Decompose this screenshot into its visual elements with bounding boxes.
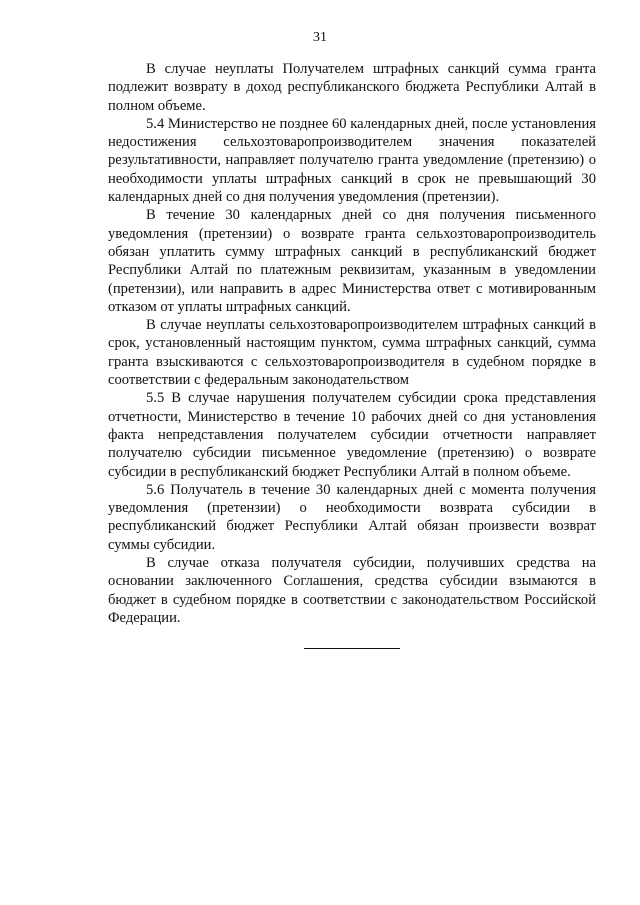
paragraph-penalty-nonpayment: В случае неуплаты Получателем штрафных санкций сумма гранта подлежит возврату в доход республиканского бюджета Республики Алтай в полном объеме.: [108, 61, 596, 114]
paragraph-5-6: 5.6 Получатель в течение 30 календарных дней с момента получения уведомления (претензии) о необходимости возврата субсидии в республиканский бюджет Республики Алтай обязан произвести возврат суммы субсидии.: [108, 481, 596, 553]
paragraph-5-4: 5.4 Министерство не позднее 60 календарных дней, после установления недостижения сельхозтоваропроизводителем значения показателей результативности, направляет получателю гранта уведомление (претензию) о необходимости уплаты штрафных санкций в срок не превышающий 30 календарных дней со дня получения уведомления (претензии).: [108, 115, 596, 206]
paragraph-5-5: 5.5 В случае нарушения получателем субсидии срока представления отчетности, Министерство в течение 10 рабочих дней со дня установления факта непредставления получателем субсидии отчетности направляет получателю субсидии письменное уведомление (претензию) о возврате субсидии в республиканский бюджет Республики Алтай в полном объеме.: [108, 390, 596, 480]
paragraph-judicial-recovery: В случае неуплаты сельхозтоваропроизводителем штрафных санкций в срок, установленный настоящим пунктом, сумма штрафных санкций, сумма гранта взыскиваются с сельхозтоваропроизводителя в судебном порядке в соответствии с федеральным законодательством: [108, 317, 596, 389]
page-number: 31: [313, 30, 327, 45]
paragraph-payment-deadline: В течение 30 календарных дней со дня получения письменного уведомления (претензии) о возврате гранта сельхозтоваропроизводитель обязан уплатить сумму штрафных санкций в республиканский бюджет Республики Алтай по платежным реквизитам, указанным в уведомлении (претензии), или направить в адрес Министерства ответ с мотивированным отказом от уплаты штрафных санкций.: [108, 207, 596, 315]
paragraph-refusal: В случае отказа получателя субсидии, получивших средства на основании заключенного Соглашения, средства субсидии взымаются в бюджет в судебном порядке в соответствии с законодательством Российской Федерации.: [108, 555, 596, 626]
end-divider-line: [304, 648, 400, 649]
document-body: [108, 60, 596, 627]
